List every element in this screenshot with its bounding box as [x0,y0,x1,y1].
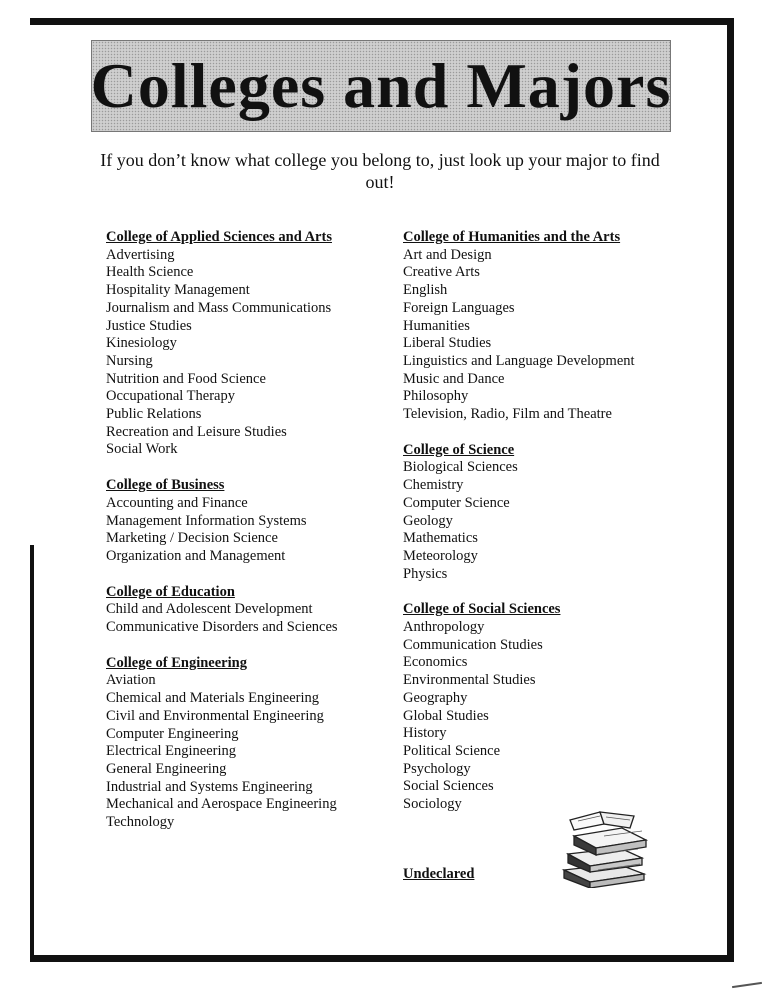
major-item: Art and Design [403,246,492,263]
major-item: English [403,282,448,299]
major-item: Anthropology [403,619,485,636]
major-item: Chemistry [403,477,464,494]
college-section [106,477,406,566]
major-list [106,247,406,459]
major-item: Mathematics [403,530,478,547]
major-list [403,619,703,814]
major-item: Nursing [106,352,153,369]
left-column [106,229,406,850]
major-item: Geography [403,689,468,706]
major-item: Computer Science [403,494,510,511]
college-title: College of Applied Sciences and Arts [106,229,332,245]
major-list [106,672,406,831]
intro-text: If you don’t know what college you belong to, just look up your major to find out! [100,150,660,192]
major-item: General Engineering [106,760,227,777]
major-item: Kinesiology [106,335,177,352]
major-list [403,459,703,583]
undeclared-label: Undeclared [403,866,475,882]
major-item: Occupational Therapy [106,388,235,405]
college-section [106,229,406,459]
major-item: Civil and Environmental Engineering [106,707,324,724]
major-item: Global Studies [403,707,489,724]
major-list [403,247,703,424]
major-item: Hospitality Management [106,282,250,299]
page-title: Colleges and Majors [90,50,672,121]
major-item: Industrial and Systems Engineering [106,778,313,795]
major-item: Music and Dance [403,370,505,387]
scan-artifact [732,982,762,988]
major-item: Political Science [403,742,501,759]
major-item: Humanities [403,317,470,334]
college-section [403,601,703,813]
college-title: College of Social Sciences [403,601,561,618]
major-item: Social Work [106,441,178,458]
major-item: Justice Studies [106,317,192,334]
college-section [403,229,703,424]
major-item: Liberal Studies [403,335,492,352]
major-item: Psychology [403,760,471,777]
major-item: Economics [403,654,468,671]
major-item: Management Information Systems [106,512,307,529]
major-item: Biological Sciences [403,459,518,476]
major-item: Communication Studies [403,636,543,653]
college-title: College of Business [106,477,225,494]
major-item: Sociology [403,796,462,813]
major-item: Environmental Studies [403,672,536,689]
college-title: College of Science [403,441,515,458]
college-title: College of Humanities and the Arts [403,229,621,245]
college-section [106,584,406,637]
major-item: Nutrition and Food Science [106,370,266,387]
major-item: Accounting and Finance [106,494,248,511]
college-section [106,655,406,832]
major-item: Recreation and Leisure Studies [106,423,287,440]
major-item: Creative Arts [403,264,480,281]
title-banner [91,40,671,132]
major-item: Social Sciences [403,778,494,795]
page-border-right [727,18,734,962]
major-item: Communicative Disorders and Sciences [106,619,338,636]
page-border-top [30,18,734,25]
major-item: Marketing / Decision Science [106,530,278,547]
major-item: Mechanical and Aerospace Engineering [106,796,337,813]
major-item: Aviation [106,672,156,689]
major-item: Linguistics and Language Development [403,352,635,369]
major-item: Organization and Management [106,547,286,564]
major-item: Technology [106,814,175,831]
major-item: Advertising [106,246,175,263]
major-item: Computer Engineering [106,725,239,742]
college-title: College of Education [106,583,235,600]
stack-of-books-icon [560,808,650,888]
major-item: Physics [403,565,448,582]
major-item: Public Relations [106,406,202,423]
major-item: Child and Adolescent Development [106,601,313,618]
major-item: Foreign Languages [403,299,515,316]
major-item: Geology [403,512,453,529]
major-item: Meteorology [403,547,478,564]
right-column [403,229,703,832]
major-list [106,495,406,566]
major-item: Journalism and Mass Communications [106,299,332,316]
major-item: Electrical Engineering [106,743,237,760]
college-section [403,442,703,584]
major-item: History [403,725,447,742]
college-title: College of Engineering [106,654,247,671]
major-item: Television, Radio, Film and Theatre [403,406,612,423]
major-item: Health Science [106,264,194,281]
major-list [106,601,406,636]
page-border-bottom [30,955,734,962]
major-item: Philosophy [403,388,469,405]
major-item: Chemical and Materials Engineering [106,690,319,707]
page-border-left [30,545,34,962]
